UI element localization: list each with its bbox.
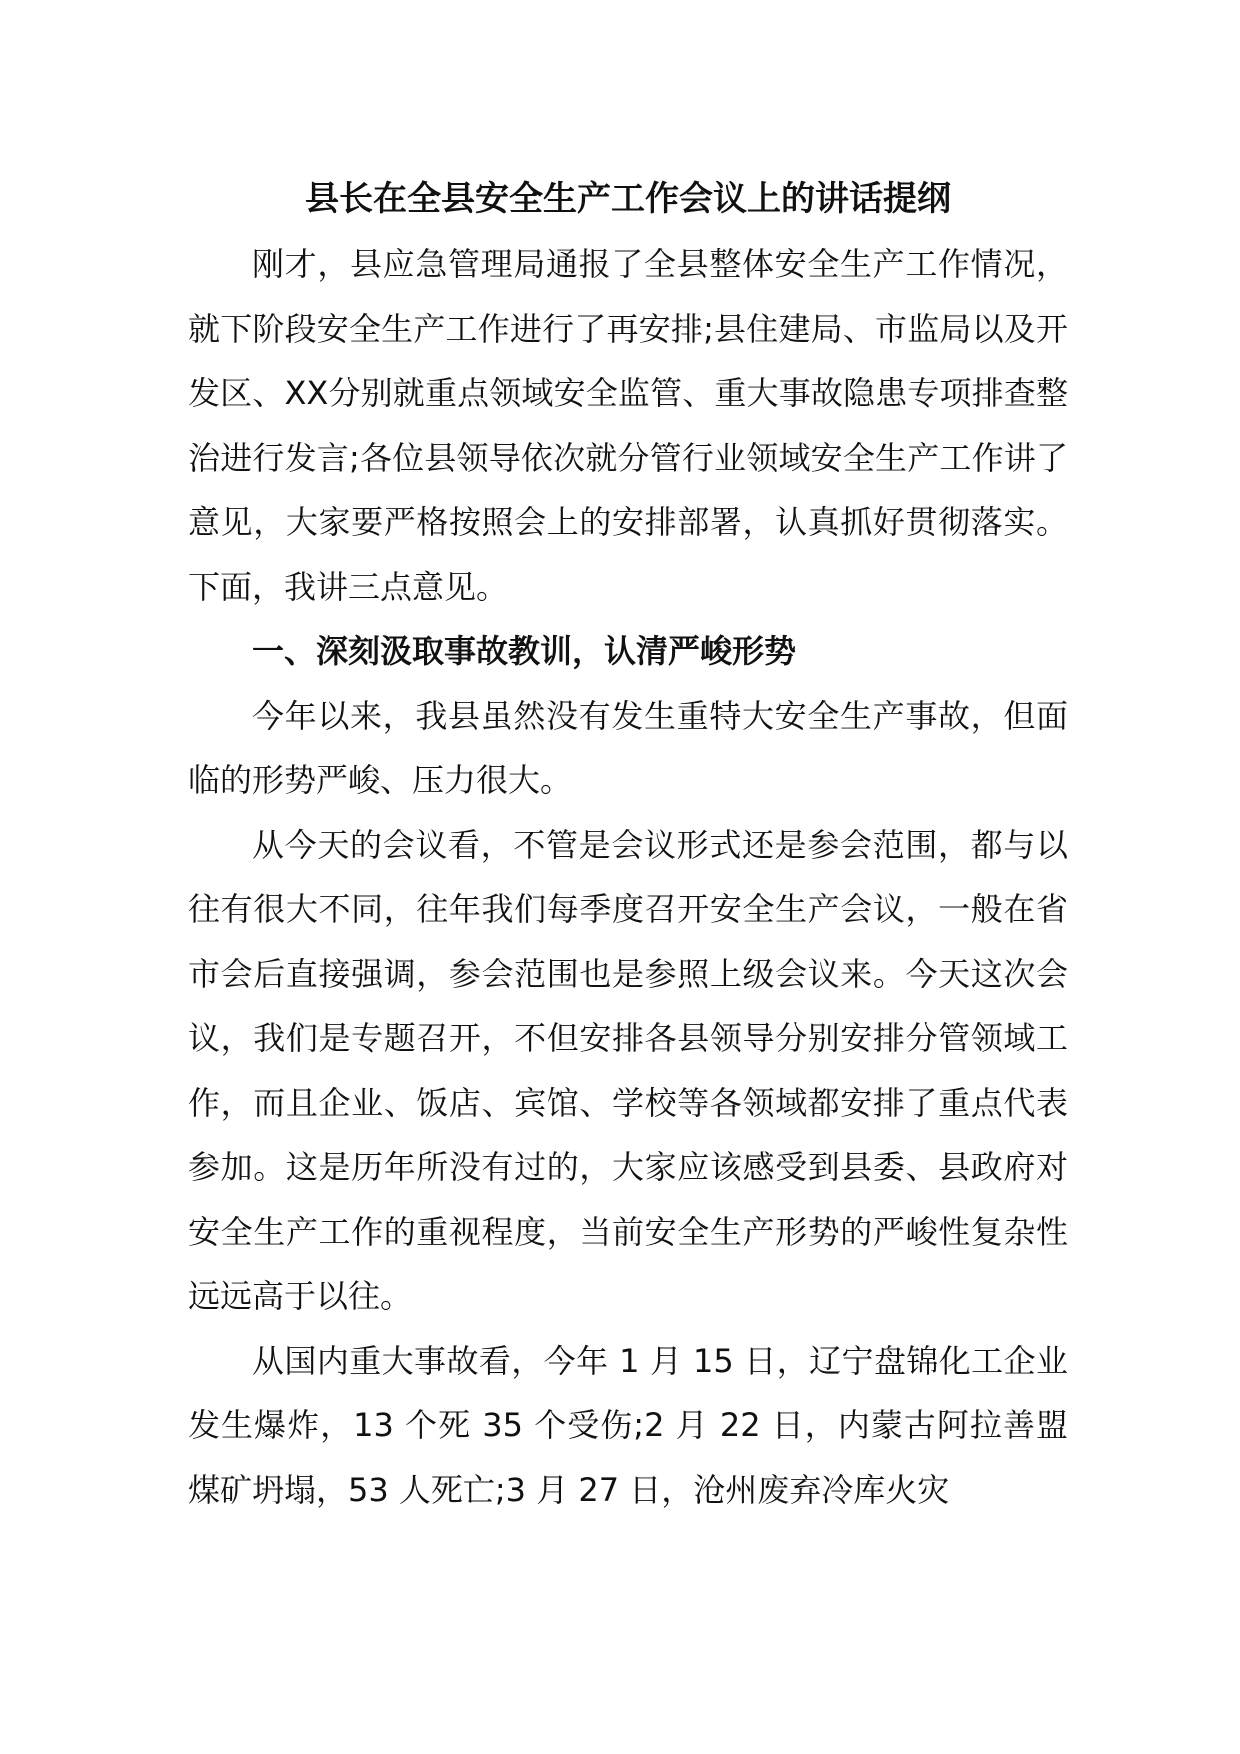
paragraph-intro: 刚才，县应急管理局通报了全县整体安全生产工作情况，就下阶段安全生产工作进行了再安排;县住建局、市监局以及开发区、XX分别就重点领域安全监管、重大事故隐患专项排查整治进行发言;各位县领导依次就分管行业领域安全生产工作讲了意见，大家要严格按照会上的安排部署，认真抓好贯彻落实。下面，我讲三点意见。 — [188, 245, 1068, 606]
paragraph-accidents: 从国内重大事故看，今年 1 月 15 日，辽宁盘锦化工企业发生爆炸，13 个死 35 个受伤;2 月 22 日，内蒙古阿拉善盟煤矿坍塌，53 人死亡;3 月 27 日，沧州废弃冷库火灾 — [188, 1341, 1068, 1509]
paragraph-meeting: 从今天的会议看，不管是会议形式还是参会范围，都与以往有很大不同，往年我们每季度召开安全生产会议，一般在省市会后直接强调，参会范围也是参照上级会议来。今天这次会议，我们是专题召开，不但安排各县领导分别安排分管领域工作，而且企业、饭店、宾馆、学校等各领域都安排了重点代表参加。这是历年所没有过的，大家应该感受到县委、县政府对安全生产工作的重视程度，当前安全生产形势的严峻性复杂性远远高于以往。 — [188, 825, 1068, 1315]
paragraph-situation: 今年以来，我县虽然没有发生重特大安全生产事故，但面临的形势严峻、压力很大。 — [188, 696, 1068, 799]
section-heading-1: 一、深刻汲取事故教训，认清严峻形势 — [252, 632, 797, 670]
document-title: 县长在全县安全生产工作会议上的讲话提纲 — [305, 179, 951, 219]
document-body — [188, 172, 1068, 1522]
